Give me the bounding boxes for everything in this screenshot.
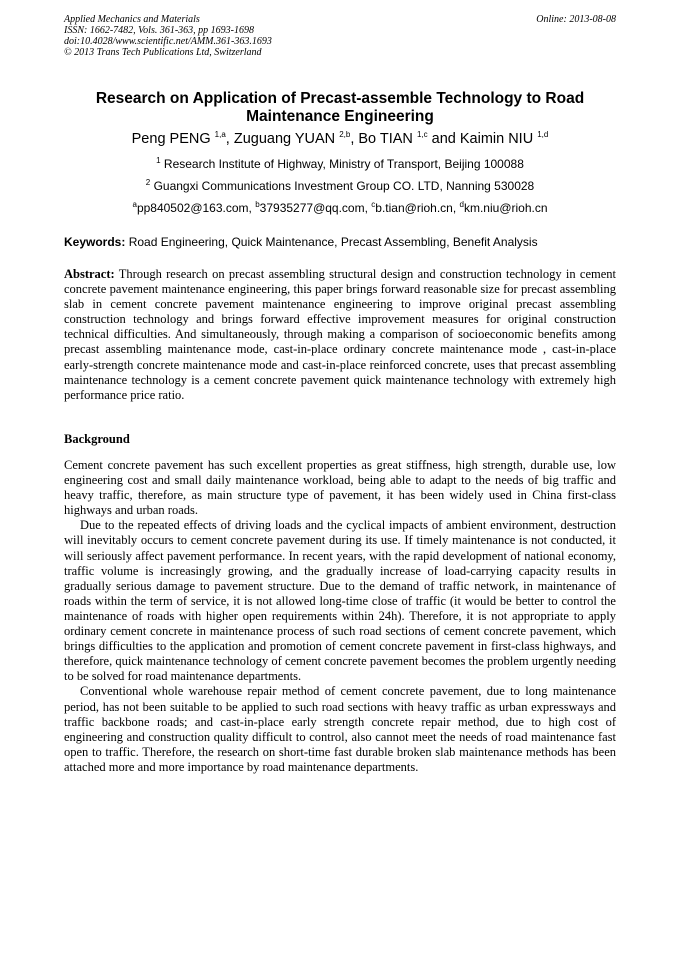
author-affil-sup: 2,b [339, 130, 351, 140]
copyright-line: © 2013 Trans Tech Publications Ltd, Switzerland [64, 47, 262, 58]
email-sup: b [255, 200, 260, 209]
author-affil-sup: 1,c [416, 130, 428, 140]
author-affil-sup: 1,d [537, 130, 549, 140]
author-name: Bo TIAN [358, 131, 413, 147]
email-list: $^a$pp840502@163.com, $^b$37935277@qq.com, $^c$b.tian@rioh.cn, $^d$km.niu@rioh.cn [132, 200, 548, 215]
email-sup: c [371, 200, 376, 209]
abstract-label: Abstract: [64, 267, 115, 281]
journal-header [64, 14, 616, 58]
email-link[interactable]: b.tian@rioh.cn [375, 201, 453, 215]
paper-title: Research on Application of Precast-assemble Technology to Road Maintenance Engineering [95, 90, 585, 125]
abstract-text: Through research on precast assembling structural design and construction technology in cement concrete pavement maintenance engineering, this paper brings forward reasonable size for precast assembling slab in cement concrete pavement maintenance engineering to improve original precast assembling construction technology and brings forward effective improvement measures for original construction technical difficulties. And simultaneously, through making a comparison of socioeconomic benefits among precast assembling maintenance mode, cast-in-place ordinary concrete maintenance mode , cast-in-place early-strength concrete maintenance mode and cast-in-place reinforced concrete, uses that precast assembling maintenance technology is a cement concrete pavement quick maintenance technology with extremely high performance price ratio. [64, 267, 617, 402]
issn-line: ISSN: 1662-7482, Vols. 361-363, pp 1693-1698 [64, 25, 254, 36]
author-name: Peng PENG [131, 131, 211, 147]
author-list [64, 130, 616, 148]
affiliation-text: Research Institute of Highway, Ministry of Transport, Beijing 100088 [163, 157, 524, 171]
body-paragraph: Due to the repeated effects of driving loads and the cyclical impacts of ambient environment, destruction will inevitably occurs to cement concrete pavement during its use. If timely maintenance is not conducted, it will seriously affect pavement performance. In recent years, with the rapid development of national economy, traffic volume is increasingly growing, and the gradually increase of load-carrying capacity results in gradually serious damage to pavement structure. Due to the demand of traffic network, in maintenance of roads within the term of service, it is not allowed long-time close of traffic (it would be better to control the maintenance of roads with higher open requirements within 24h). Therefore, it is not appropriate to apply ordinary cement concrete in maintenance process of such road sections of cement concrete pavement, which brings difficulties to the application and promotion of cement concrete pavement in first-class highways, and therefore, quick maintenance technology of cement concrete pavement becomes the problem urgently needing to be solved for road maintenance departments. [64, 518, 616, 684]
doi-line: doi:10.4028/www.scientific.net/AMM.361-363.1693 [64, 36, 272, 47]
author-separator: , [225, 131, 234, 147]
author-name: Kaimin NIU [459, 131, 534, 147]
affiliation-sup: 2 [145, 178, 151, 187]
author-affil-sup: 1,a [214, 130, 226, 140]
body-paragraph: Conventional whole warehouse repair method of cement concrete pavement, due to long maintenance period, has not been suitable to be applied to such road sections with heavy traffic as urban expressways and traffic backbone roads; and cast-in-place early strength concrete repair method, due to high cost of engineering and construction quality difficult to control, also cannot meet the needs of road maintenance fast open to traffic. Therefore, the research on short-time fast durable broken slab maintenance methods has been attached more and more importance by road maintenance departments. [64, 684, 616, 774]
affiliation-2 [64, 179, 616, 194]
keywords-label: Keywords: [64, 235, 126, 249]
section-body [64, 458, 616, 775]
keywords [64, 235, 616, 250]
online-date: Online: 2013-08-08 [536, 14, 616, 25]
body-paragraph: Cement concrete pavement has such excellent properties as great stiffness, high strength, durable use, low engineering cost and small daily maintenance workload, being able to adapt to the needs of big traffic and heavy traffic, therefore, as main structure type of pavement, it has been widely used in China first-class highways and urban roads. [64, 458, 616, 518]
author-name: Zuguang YUAN [233, 131, 336, 147]
author-and: and [427, 131, 460, 147]
abstract [64, 267, 616, 403]
email-link[interactable]: km.niu@rioh.cn [463, 201, 548, 215]
section-heading: Background [64, 432, 130, 446]
affiliation-sup: 1 [156, 156, 161, 165]
journal-name: Applied Mechanics and Materials [64, 14, 200, 25]
keywords-text: Road Engineering, Quick Maintenance, Precast Assembling, Benefit Analysis [128, 235, 538, 249]
author-separator: , [350, 131, 359, 147]
email-sup: a [132, 200, 137, 209]
affiliation-1 [64, 157, 616, 172]
affiliation-text: Guangxi Communications Investment Group CO. LTD, Nanning 530028 [153, 179, 535, 193]
email-sup: d [459, 200, 464, 209]
email-link[interactable]: pp840502@163.com [136, 201, 249, 215]
email-link[interactable]: 37935277@qq.com [259, 201, 365, 215]
